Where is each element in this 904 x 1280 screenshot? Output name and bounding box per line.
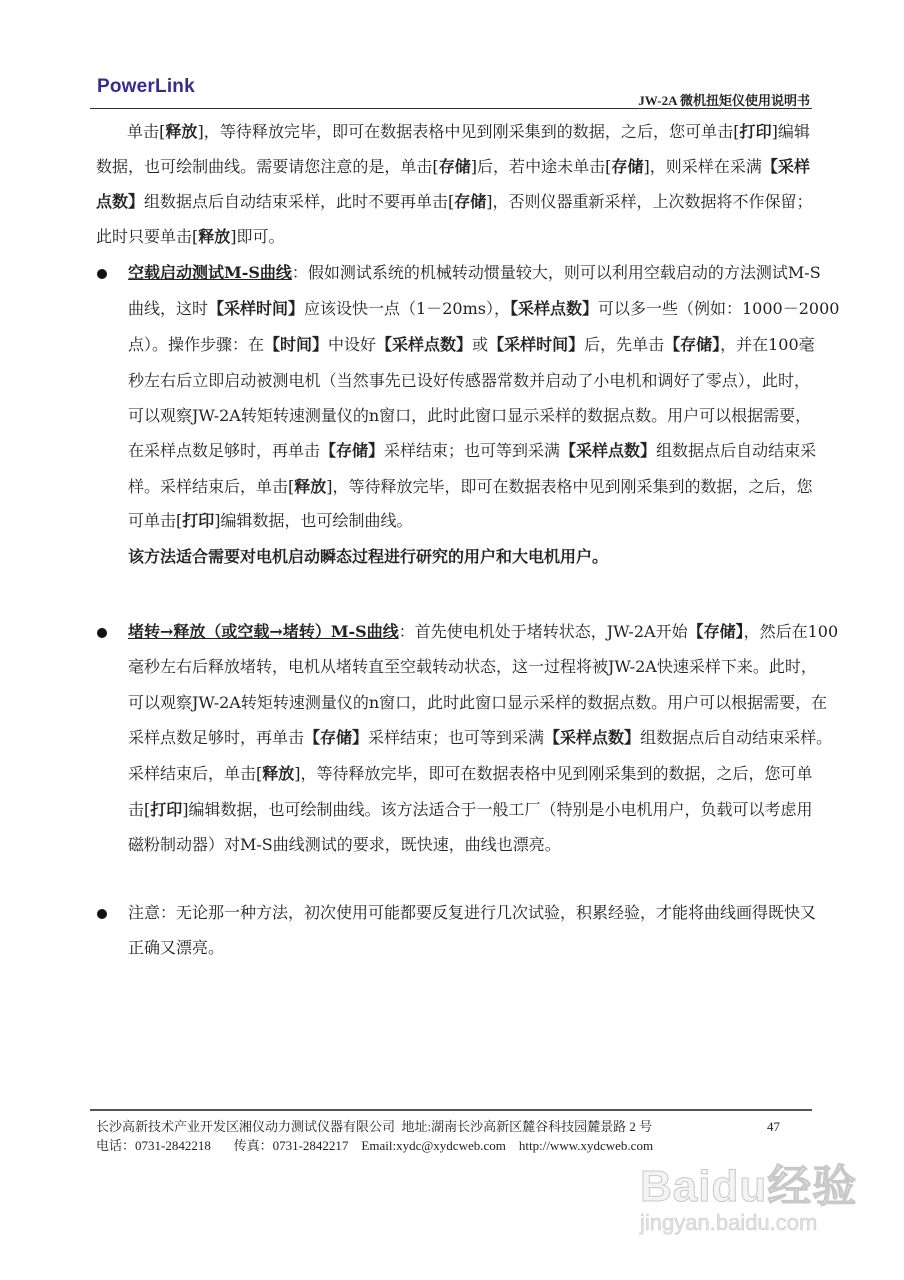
text-line (127, 122, 810, 142)
footer-divider (90, 1109, 812, 1111)
text-segment: 后，先单击 (584, 335, 665, 354)
bold-term: 【采样点数】 (544, 728, 641, 747)
text-segment: 样。采样结束后，单击[ (128, 477, 295, 496)
bold-term: 该方法适合需要对电机启动瞬态过程进行研究的用户和大电机用户。 (128, 547, 609, 566)
text-segment: ]编辑数据，也可绘制曲线。 (214, 511, 413, 530)
text-segment: ]即可。 (230, 227, 285, 246)
text-segment: 磁粉制动器）对M-S曲线测试的要求，既快速，曲线也漂亮。 (128, 835, 561, 854)
footer-contact: 电话：0731-2842218 传真：0731-2842217 Email:xydc@xydcweb.com http://www.xydcweb.com (96, 1138, 654, 1153)
bold-term: 【采样 (761, 157, 810, 176)
bold-term: 释放 (198, 227, 231, 246)
text-segment: 中设好 (328, 335, 377, 354)
text-segment: 采样点数足够时，再单击 (128, 728, 305, 747)
bold-term: 打印 (739, 122, 772, 141)
bullet-icon (97, 628, 107, 638)
text-segment: 数据，也可绘制曲线。需要请您注意的是，单击[ (96, 157, 439, 176)
text-line (128, 441, 817, 461)
text-line (128, 547, 810, 567)
text-line (128, 477, 813, 497)
bold-term: 释放 (262, 764, 295, 783)
text-segment: ]编辑数据，也可绘制曲线。该方法适合于一般工厂（特别是小电机用户，负载可以考虑用 (182, 800, 813, 819)
text-line (128, 657, 817, 677)
text-line (128, 800, 813, 820)
text-segment: 此时只要单击[ (96, 227, 199, 246)
text-line (128, 406, 810, 426)
text-line (128, 335, 815, 355)
bold-term: 存储 (438, 157, 471, 176)
bold-term: 存储 (611, 157, 644, 176)
bullet-icon (97, 269, 107, 279)
bold-term: 释放 (294, 477, 327, 496)
text-segment: 或 (472, 335, 489, 354)
text-segment: ]，等待释放完毕，即可在数据表格中见到刚采集到的数据，之后，您 (326, 477, 813, 496)
text-segment: 点）。操作步骤：在 (128, 335, 265, 354)
text-line (96, 192, 813, 212)
bold-term: 【采样时间】 (208, 299, 305, 318)
bold-term: 【采样时间】 (488, 335, 585, 354)
header-divider (90, 108, 812, 109)
text-line (128, 903, 817, 923)
text-line (128, 728, 833, 748)
bold-term: 释放 (165, 122, 198, 141)
bold-term: 【存储】 (320, 441, 385, 460)
text-segment: ]，否则仪器重新采样，上次数据将不作保留； (486, 192, 813, 211)
text-segment: ]，等待释放完毕，即可在数据表格中见到刚采集到的数据，之后，您可单击[ (197, 122, 740, 141)
text-line (128, 693, 828, 713)
text-segment: ：首先使电机处于堵转状态，JW-2A开始 (398, 622, 688, 641)
bold-term: 点数】 (96, 192, 145, 211)
text-segment: 采样结束后，单击[ (128, 764, 263, 783)
footer-address: 长沙高新技术产业开发区湘仪动力测试仪器有限公司 地址:湖南长沙高新区麓谷科技园麓景路 2 号 (96, 1119, 653, 1134)
text-segment: 组数据点后自动结束采样，此时不要再单击[ (144, 192, 455, 211)
text-segment: 正确又漂亮。 (128, 938, 225, 957)
text-line (128, 764, 813, 784)
text-segment: ，并在100毫 (720, 335, 815, 354)
bold-term: 【采样点数】 (376, 335, 473, 354)
text-segment: ]，等待释放完毕，即可在数据表格中见到刚采集到的数据，之后，您可单 (294, 764, 813, 783)
bold-term: 打印 (182, 511, 215, 530)
text-segment: 曲线，这时 (128, 299, 209, 318)
text-segment: 可单击[ (128, 511, 183, 530)
baidu-watermark (640, 1150, 857, 1236)
text-segment: ]后，若中途未单击[ (470, 157, 612, 176)
text-segment: 采样结束；也可等到采满 (384, 441, 561, 460)
text-segment: 单击[ (127, 122, 166, 141)
bold-term: 【采样点数】 (560, 441, 657, 460)
bold-term: 【采样点数】 (509, 299, 598, 318)
text-segment: ：假如测试系统的机械转动惯量较大，则可以利用空载启动的方法测试M-S (291, 263, 821, 282)
text-segment: ，然后在100 (743, 622, 839, 641)
watermark-url: jingyan.baidu.com (640, 1210, 818, 1235)
text-segment: 应该设快一点（1－20ms）， (304, 299, 510, 318)
bullet-icon (97, 909, 107, 919)
bold-term: 【时间】 (264, 335, 329, 354)
bullet-heading: 堵转→释放（或空载→堵转）M-S曲线 (128, 622, 399, 641)
text-segment: 注意：无论那一种方法，初次使用可能都要反复进行几次试验，积累经验，才能将曲线画得既快又 (128, 903, 817, 922)
text-segment: 可以观察JW-2A转矩转速测量仪的n窗口，此时此窗口显示采样的数据点数。用户可以根据需要，在 (128, 693, 828, 712)
text-segment: 组数据点后自动结束采 (656, 441, 817, 460)
text-segment: 毫秒左右后释放堵转，电机从堵转直至空载转动状态，这一过程将被JW-2A快速采样下来。此时， (128, 657, 817, 676)
text-line (128, 263, 821, 283)
text-line (128, 835, 810, 855)
text-segment: 可以多一些（例如：1000－2000 (597, 299, 840, 318)
header-title: JW-2A 微机扭矩仪使用说明书 (638, 93, 810, 108)
text-segment: 采样结束；也可等到采满 (368, 728, 545, 747)
bold-term: 【存储】 (664, 335, 721, 354)
bold-term: 打印 (150, 800, 183, 819)
text-line (128, 938, 810, 958)
text-segment: ]编辑 (771, 122, 810, 141)
text-segment: 组数据点后自动结束采样。 (640, 728, 833, 747)
text-segment: 击[ (128, 800, 151, 819)
text-line (96, 157, 810, 177)
text-segment: 秒左右后立即启动被测电机（当然事先已设好传感器常数并启动了小电机和调好了零点），此时， (128, 371, 810, 390)
bold-term: 存储 (454, 192, 487, 211)
bold-term: 【存储】 (304, 728, 369, 747)
text-line (128, 511, 810, 531)
text-line (128, 371, 810, 391)
text-line (128, 622, 839, 642)
text-segment: 可以观察JW-2A转矩转速测量仪的n窗口，此时此窗口显示采样的数据点数。用户可以根据需要， (128, 406, 812, 425)
powerlink-logo: PowerLink (97, 76, 195, 97)
text-segment: ]，则采样在采满 (643, 157, 762, 176)
bullet-heading: 空载启动测试M-S曲线 (128, 263, 292, 282)
page-number: 47 (767, 1119, 780, 1134)
text-line (96, 227, 810, 247)
text-segment: 在采样点数足够时，再单击 (128, 441, 321, 460)
text-line (128, 299, 840, 319)
bold-term: 【存储】 (687, 622, 744, 641)
watermark-brand: Baidu经验 (640, 1162, 858, 1211)
